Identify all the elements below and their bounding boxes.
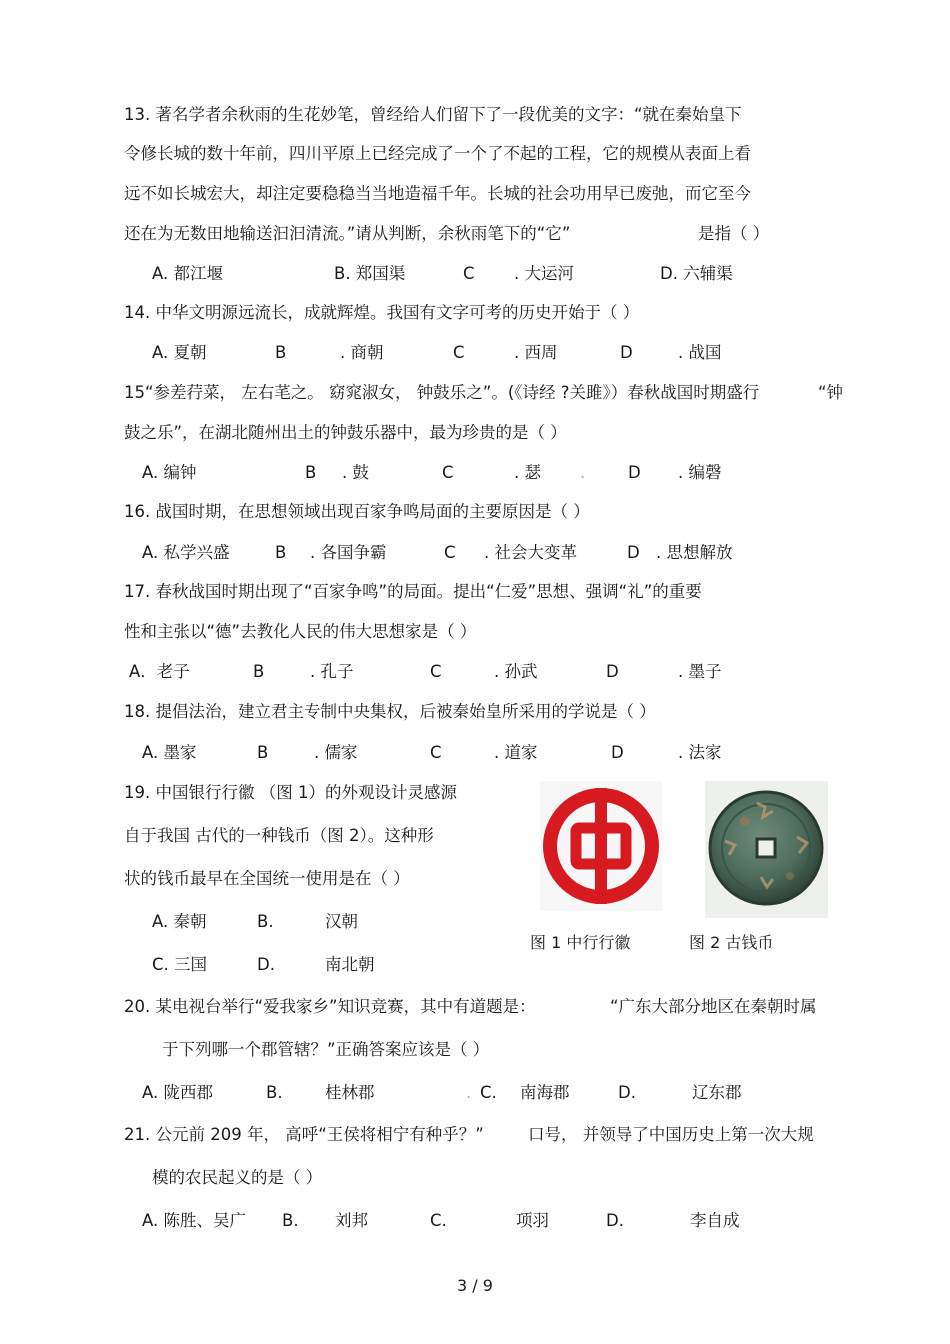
q14-option-c: . 西周 xyxy=(514,343,558,362)
q15-stray-dot: . xyxy=(580,463,586,482)
q14-option-d-letter: D xyxy=(620,343,633,362)
q15-line-2: 鼓之乐”，在湖北随州出土的钟鼓乐器中，最为珍贵的是（ ） xyxy=(124,423,567,442)
q13-line-1: 13. 著名学者余秋雨的生花妙笔，曾经给人们留下了一段优美的文字：“就在秦始皇下 xyxy=(124,105,742,124)
page-number: 3 / 9 xyxy=(457,1276,493,1295)
q20-option-c-letter: C. xyxy=(480,1083,497,1102)
q19-option-c: C. 三国 xyxy=(152,955,208,974)
q16-option-b: . 各国争霸 xyxy=(310,543,387,562)
q18-option-d: . 法家 xyxy=(678,743,722,762)
q18-option-b-letter: B xyxy=(257,743,269,762)
q21-line-1b: 口号， 并领导了中国历史上第一次大规 xyxy=(528,1125,814,1144)
q20-line-1b: “广东大部分地区在秦朝时属 xyxy=(610,997,817,1016)
q15-line-1b: “钟 xyxy=(818,383,844,402)
boc-logo-icon xyxy=(540,781,662,911)
q20-option-d: 辽东郡 xyxy=(692,1083,742,1102)
q20-option-d-letter: D. xyxy=(618,1083,636,1102)
q16-option-c: . 社会大变革 xyxy=(484,543,577,562)
q14-option-b-letter: B xyxy=(275,343,287,362)
q14-option-d: . 战国 xyxy=(678,343,722,362)
q19-option-d-letter: D. xyxy=(257,955,275,974)
q17-option-c-letter: C xyxy=(430,662,442,681)
q21-option-a: A. 陈胜、吴广 xyxy=(142,1211,246,1230)
q19-line-2: 自于我国 古代的一种钱币（图 2）。这种形 xyxy=(124,826,434,845)
q16-option-c-letter: C xyxy=(444,543,456,562)
q13-option-c-letter: C xyxy=(463,264,475,283)
figure-1-boc-logo xyxy=(540,781,662,911)
q17-option-d-letter: D xyxy=(606,662,619,681)
q17-option-b-letter: B xyxy=(253,662,265,681)
q17-line-1: 17. 春秋战国时期出现了“百家争鸣”的局面。提出“仁爱”思想、强调“礼”的重要 xyxy=(124,582,702,601)
q14-option-b: . 商朝 xyxy=(340,343,384,362)
q21-option-c: 项羽 xyxy=(516,1211,549,1230)
q15-option-c: . 瑟 xyxy=(514,463,541,482)
q17-option-b: . 孔子 xyxy=(310,662,354,681)
q16-line-1: 16. 战国时期，在思想领域出现百家争鸣局面的主要原因是（ ） xyxy=(124,502,590,521)
q15-option-d-letter: D xyxy=(628,463,641,482)
q13-option-a: A. 都江堰 xyxy=(152,264,223,283)
q13-option-d: D. 六辅渠 xyxy=(660,264,733,283)
q21-option-b-letter: B. xyxy=(282,1211,299,1230)
q19-option-b: 汉朝 xyxy=(325,912,358,931)
q20-option-b: 桂林郡 xyxy=(325,1083,375,1102)
q21-option-d: 李自成 xyxy=(690,1211,740,1230)
q16-option-d: . 思想解放 xyxy=(656,543,733,562)
q15-option-b: . 鼓 xyxy=(342,463,369,482)
q17-option-c: . 孙武 xyxy=(494,662,538,681)
q19-line-3: 状的钱币最早在全国统一使用是在（ ） xyxy=(124,869,410,888)
q13-line-3: 远不如长城宏大，却注定要稳稳当当地造福千年。长城的社会功用早已废弛，而它至今 xyxy=(124,184,751,203)
q14-option-a: A. 夏朝 xyxy=(152,343,207,362)
q16-option-d-letter: D xyxy=(627,543,640,562)
q21-option-b: 刘邦 xyxy=(335,1211,368,1230)
q13-line-5: 是指（ ） xyxy=(698,224,770,243)
q21-line-1: 21. 公元前 209 年， 高呼“王侯将相宁有种乎？” xyxy=(124,1125,484,1144)
q16-option-b-letter: B xyxy=(275,543,287,562)
q15-line-1: 15“参差荇菜， 左右芼之。 窈窕淑女， 钟鼓乐之”。(《诗经 ?关雎》）春秋战国时期盛行 xyxy=(124,383,760,402)
q21-option-d-letter: D. xyxy=(606,1211,624,1230)
q18-option-a: A. 墨家 xyxy=(142,743,197,762)
figure-2-ancient-coin xyxy=(705,781,828,918)
q20-option-b-letter: B. xyxy=(266,1083,283,1102)
q18-option-b: . 儒家 xyxy=(314,743,358,762)
q17-option-d: . 墨子 xyxy=(678,662,722,681)
q18-line-1: 18. 提倡法治，建立君主专制中央集权，后被秦始皇所采用的学说是（ ） xyxy=(124,702,656,721)
q21-option-c-letter: C. xyxy=(430,1211,447,1230)
q19-line-1: 19. 中国银行行徽 （图 1）的外观设计灵感源 xyxy=(124,783,457,802)
q14-option-c-letter: C xyxy=(453,343,465,362)
ancient-coin-icon xyxy=(705,781,828,918)
q17-option-a: A．老子 xyxy=(129,662,190,681)
q16-option-a: A. 私学兴盛 xyxy=(142,543,230,562)
q20-option-c: 南海郡 xyxy=(520,1083,570,1102)
q13-line-2: 令修长城的数十年前，四川平原上已经完成了一个了不起的工程，它的规模从表面上看 xyxy=(124,144,751,163)
figure-2-caption: 图 2 古钱币 xyxy=(689,933,774,952)
q15-option-d: . 编磬 xyxy=(678,463,722,482)
q13-option-b: B. 郑国渠 xyxy=(334,264,406,283)
figure-1-caption: 图 1 中行行徽 xyxy=(530,933,631,952)
q20-option-a: A. 陇西郡 xyxy=(142,1083,213,1102)
q17-line-2: 性和主张以“德”去教化人民的伟大思想家是（ ） xyxy=(124,622,477,641)
q20-line-2: 于下列哪一个郡管辖？”正确答案应该是（ ） xyxy=(162,1040,490,1059)
q19-option-a: A. 秦朝 xyxy=(152,912,207,931)
q14-line-1: 14. 中华文明源远流长，成就辉煌。我国有文字可考的历史开始于（ ） xyxy=(124,303,640,322)
q21-line-2: 模的农民起义的是（ ） xyxy=(152,1168,323,1187)
q18-option-c-letter: C xyxy=(430,743,442,762)
q18-option-c: . 道家 xyxy=(494,743,538,762)
q19-option-d: 南北朝 xyxy=(325,955,375,974)
q19-option-b-letter: B. xyxy=(257,912,274,931)
q15-option-b-letter: B xyxy=(305,463,317,482)
q15-option-c-letter: C xyxy=(442,463,454,482)
q13-option-c: . 大运河 xyxy=(514,264,574,283)
q18-option-d-letter: D xyxy=(611,743,624,762)
q20-stray-dot: . xyxy=(466,1083,472,1102)
q13-line-4: 还在为无数田地输送汩汩清流。”请从判断，余秋雨笔下的“它” xyxy=(124,224,571,243)
q15-option-a: A. 编钟 xyxy=(142,463,197,482)
q20-line-1: 20. 某电视台举行“爱我家乡”知识竞赛，其中有道题是： xyxy=(124,997,536,1016)
